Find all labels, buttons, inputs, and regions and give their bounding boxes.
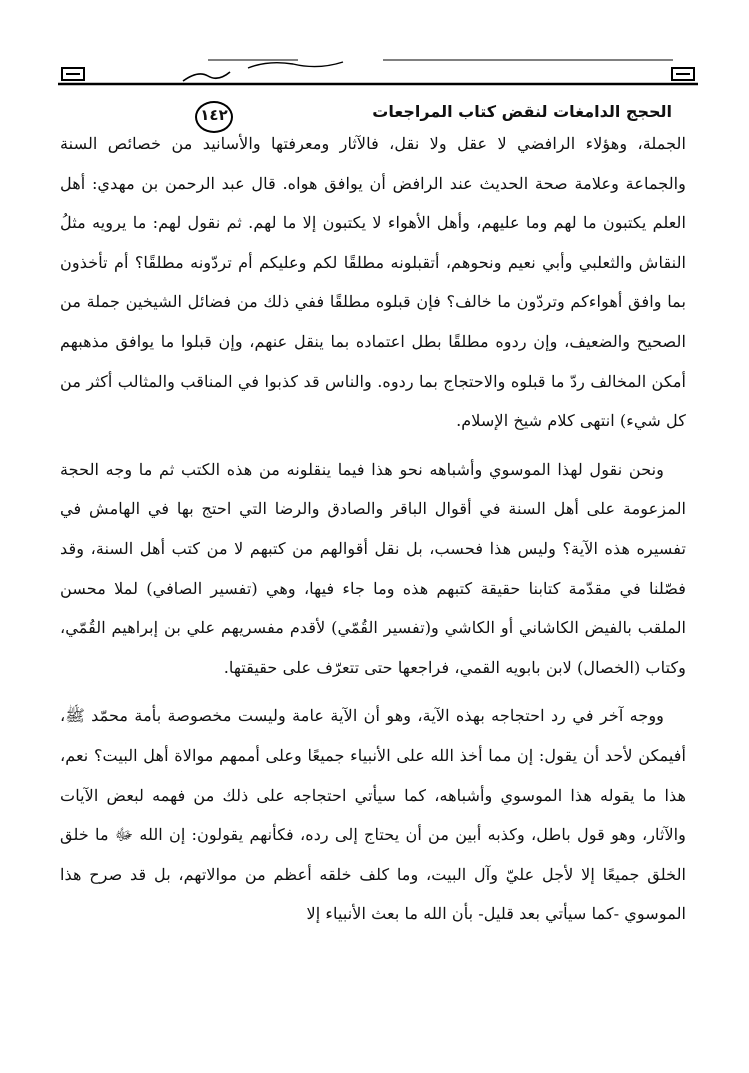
body-text [60, 124, 686, 934]
running-header-title: الحجج الدامغات لنقض كتاب المراجعات [372, 102, 672, 121]
running-header [58, 46, 698, 124]
paragraph-2: ونحن نقول لهذا الموسوي وأشباهه نحو هذا فيما ينقلونه من هذه الكتب ثم ما وجه الحجة المزعومة على أهل السنة في أقوال الباقر والصادق والرضا التي احتج بها في الهامش في تفسيره هذه الآية؟ وليس هذا فحسب، بل نقل أقوالهم من كتبهم لا من كتب أهل السنة، وقد فصّلنا في مقدّمة كتابنا حقيقة كتبهم هذه وما جاء فيها، وهي (تفسير الصافي) لملا محسن الملقب بالفيض الكاشاني أو الكاشي و(تفسير القُمّي) لأقدم مفسريهم علي بن إبراهيم القُمّي، وكتاب (الخصال) لابن بابويه القمي، فراجعها حتى تتعرّف على حقيقتها. [60, 459, 686, 677]
page-number: ١٤٢ [200, 106, 228, 124]
paragraph-1: الجملة، وهؤلاء الرافضي لا عقل ولا نقل، فالآثار ومعرفتها والأسانيد من خصائص السنة والجماعة وعلامة صحة الحديث عند الرافض أن يوافق هواه. قال عبد الرحمن بن مهدي: أهل العلم يكتبون ما لهم وما عليهم، وأهل الأهواء لا يكتبون إلا ما لهم. ثم نقول لهم: ما يرويه مثلُ النقاش والثعلبي وأبي نعيم ونحوهم، أتقبلونه مطلقًا لكم وعليكم أم تردّونه مطلقًا؟ أم تأخذون بما وافق أهواءكم وتردّون ما خالف؟ فإن قبلوه مطلقًا ففي ذلك من فضائل الشيخين جملة من الصحيح والضعيف، وإن ردوه مطلقًا بطل اعتماده بما ينقل عنهم، وإن قبلوا ما يوافق مذهبهم أمكن المخالف ردّ ما قبلوه والاحتجاج بما ردوه. والناس قد كذبوا في المناقب والمثالب أكثر من كل شيء) انتهى كلام شيخ الإسلام. [60, 134, 686, 431]
paragraph-3: ووجه آخر في رد احتجاجه بهذه الآية، وهو أن الآية عامة وليست مخصوصة بأمة محمّد ﷺ، أفيمكن لأحد أن يقول: إن مما أخذ الله على الأنبياء جميعًا وعلى أممهم موالاة أهل البيت؟ نعم، هذا ما يقوله هذا الموسوي وأشباهه، كما سيأتي احتجاجه على ذلك من فهمه لبعض الآيات والآثار، وهو قول باطل، وكذبه أبين من أن يحتاج إلى رده، فكأنهم يقولون: إن الله ﷻ ما خلق الخلق جميعًا إلا لأجل عليّ وآل البيت، وما كلف خلقه أعظم من موالاتهم، بل قد صرح هذا الموسوي -كما سيأتي بعد قليل- بأن الله ما بعث الأنبياء إلا [60, 706, 686, 924]
header-ornament-rule [58, 46, 698, 104]
